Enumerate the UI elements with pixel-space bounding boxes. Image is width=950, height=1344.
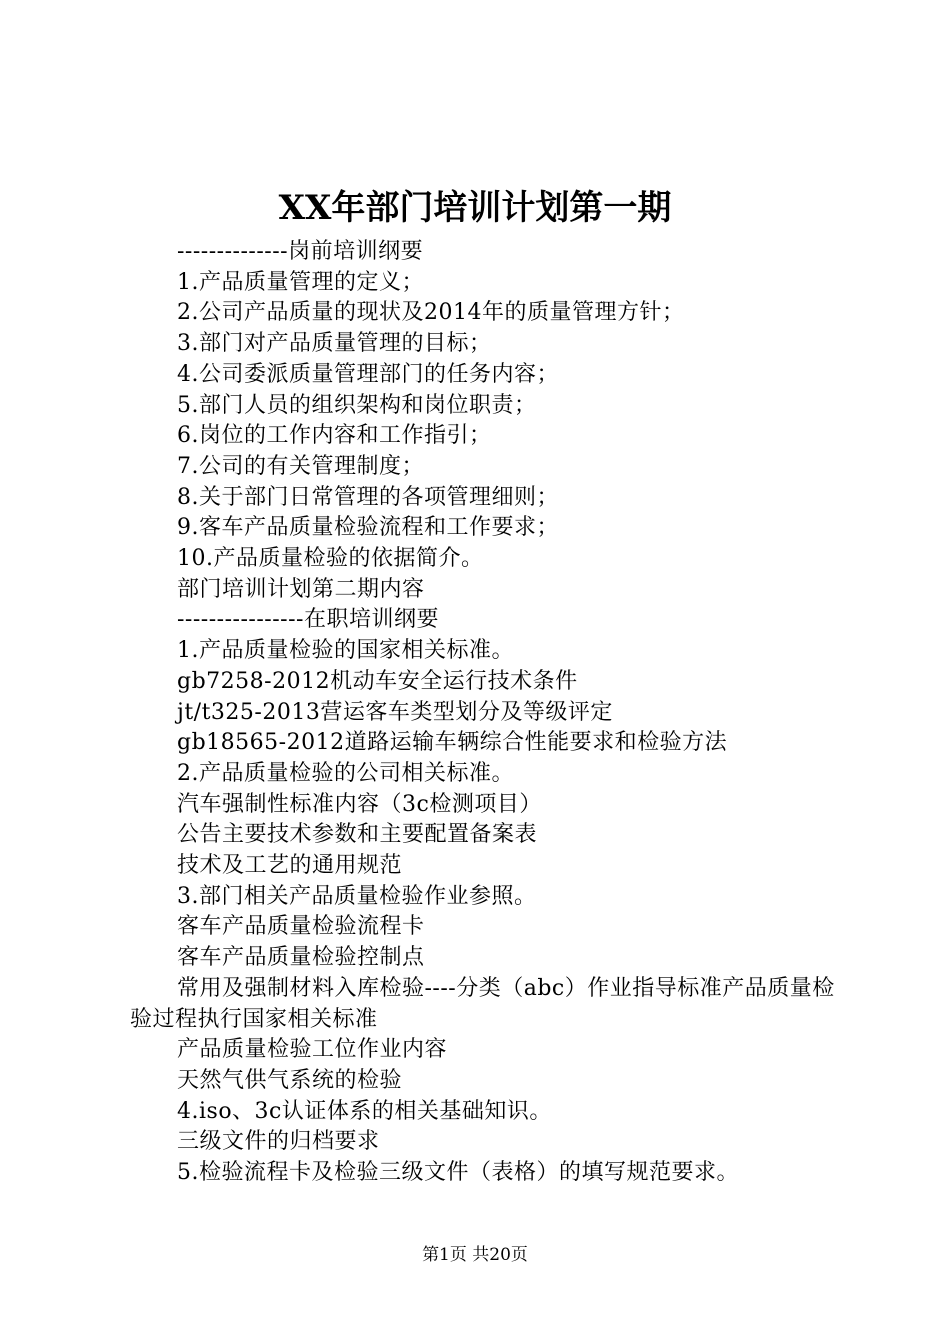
page-footer: 第1页 共20页 xyxy=(422,1245,528,1265)
list-item: 2.产品质量检验的公司相关标准。 xyxy=(177,760,514,786)
sub-item: 天然气供气系统的检验 xyxy=(177,1067,403,1093)
sub-item-wrapped: 常用及强制材料入库检验----分类（abc）作业指导标准产品质量检验过程执行国家相关标准 xyxy=(130,975,835,1032)
list-item: 1.产品质量检验的国家相关标准。 xyxy=(177,638,514,664)
standard-item: gb18565-2012道路运输车辆综合性能要求和检验方法 xyxy=(177,730,728,756)
list-item: 5.部门人员的组织架构和岗位职责； xyxy=(177,392,537,418)
section-heading-preservice: --------------岗前培训纲要 xyxy=(177,239,424,264)
document-title: XX年部门培训计划第一期 xyxy=(278,188,672,228)
standard-item: gb7258-2012机动车安全运行技术条件 xyxy=(177,668,578,694)
list-item: 9.客车产品质量检验流程和工作要求； xyxy=(177,515,559,541)
list-item: 3.部门相关产品质量检验作业参照。 xyxy=(177,883,537,909)
standard-item: jt/t325-2013营运客车类型划分及等级评定 xyxy=(177,699,613,725)
sub-item: 公告主要技术参数和主要配置备案表 xyxy=(177,822,538,848)
document-body xyxy=(130,237,845,1189)
section-heading-inservice: ----------------在职培训纲要 xyxy=(177,607,439,633)
list-item: 4.公司委派质量管理部门的任务内容； xyxy=(177,361,559,387)
list-item: 3.部门对产品质量管理的目标； xyxy=(177,331,492,357)
sub-item: 客车产品质量检验控制点 xyxy=(177,945,425,971)
list-item: 8.关于部门日常管理的各项管理细则； xyxy=(177,484,559,510)
sub-item: 汽车强制性标准内容（3c检测项目） xyxy=(177,791,542,817)
sub-item: 客车产品质量检验流程卡 xyxy=(177,914,425,940)
list-item: 10.产品质量检验的依据简介。 xyxy=(177,546,484,572)
list-item: 5.检验流程卡及检验三级文件（表格）的填写规范要求。 xyxy=(177,1160,739,1186)
list-item: 6.岗位的工作内容和工作指引； xyxy=(177,423,492,449)
list-item: 1.产品质量管理的定义； xyxy=(177,269,424,295)
sub-item: 技术及工艺的通用规范 xyxy=(177,853,403,879)
sub-item: 产品质量检验工位作业内容 xyxy=(177,1037,448,1063)
list-item: 7.公司的有关管理制度； xyxy=(177,453,424,479)
list-item: 2.公司产品质量的现状及2014年的质量管理方针； xyxy=(177,300,685,326)
section-heading-second-phase: 部门培训计划第二期内容 xyxy=(177,576,425,602)
list-item: 4.iso、3c认证体系的相关基础知识。 xyxy=(177,1098,552,1124)
sub-item: 三级文件的归档要求 xyxy=(177,1129,380,1155)
